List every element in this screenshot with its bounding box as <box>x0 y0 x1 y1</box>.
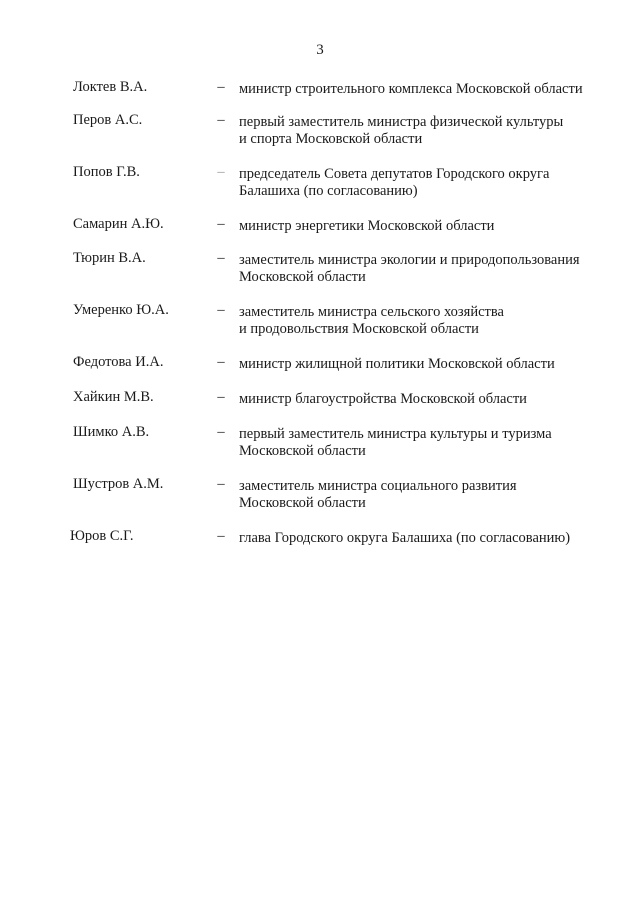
member-role <box>239 530 619 547</box>
role-line: первый заместитель министра физической культуры <box>239 114 564 130</box>
member-name: Федотова И.А. <box>73 354 164 370</box>
role-line: председатель Совета депутатов Городского округа <box>239 166 550 182</box>
member-role <box>239 114 619 148</box>
dash: – <box>217 164 225 180</box>
dash: – <box>217 476 225 492</box>
role-line: Московской области <box>239 269 366 285</box>
dash: – <box>217 250 225 266</box>
role-line: министр строительного комплекса Московской области <box>239 81 583 97</box>
member-name: Умеренко Ю.А. <box>73 302 169 318</box>
role-line: и спорта Московской области <box>239 131 423 147</box>
role-line: Балашиха (по согласованию) <box>239 183 418 199</box>
member-role <box>239 426 619 460</box>
page-number: 3 <box>316 42 324 58</box>
member-name: Самарин А.Ю. <box>73 216 164 232</box>
role-line: министр энергетики Московской области <box>239 218 495 234</box>
member-name: Шимко А.В. <box>73 424 150 440</box>
member-role <box>239 81 619 98</box>
dash: – <box>217 79 225 95</box>
member-role <box>239 218 619 235</box>
role-line: Московской области <box>239 443 366 459</box>
role-line: Московской области <box>239 495 366 511</box>
member-role <box>239 304 619 338</box>
member-role <box>239 252 619 286</box>
dash: – <box>217 528 225 544</box>
member-role <box>239 356 619 373</box>
member-name: Тюрин В.А. <box>73 250 146 266</box>
role-line: заместитель министра экологии и природопользования <box>239 252 580 268</box>
member-role <box>239 166 619 200</box>
role-line: заместитель министра социального развития <box>239 478 517 494</box>
dash: – <box>217 302 225 318</box>
role-line: первый заместитель министра культуры и туризма <box>239 426 552 442</box>
member-name: Шустров А.М. <box>73 476 164 492</box>
role-line: министр жилищной политики Московской области <box>239 356 555 372</box>
member-role <box>239 478 619 512</box>
member-name: Хайкин М.В. <box>73 389 154 405</box>
role-line: заместитель министра сельского хозяйства <box>239 304 504 320</box>
dash: – <box>217 354 225 370</box>
dash: – <box>217 424 225 440</box>
member-name: Юров С.Г. <box>70 528 134 544</box>
role-line: глава Городского округа Балашиха (по согласованию) <box>239 530 571 546</box>
role-line: министр благоустройства Московской области <box>239 391 527 407</box>
dash: – <box>217 216 225 232</box>
dash: – <box>217 389 225 405</box>
member-name: Попов Г.В. <box>73 164 140 180</box>
member-name: Локтев В.А. <box>73 79 148 95</box>
member-name: Перов А.С. <box>73 112 143 128</box>
role-line: и продовольствия Московской области <box>239 321 479 337</box>
member-role <box>239 391 619 408</box>
dash: – <box>217 112 225 128</box>
